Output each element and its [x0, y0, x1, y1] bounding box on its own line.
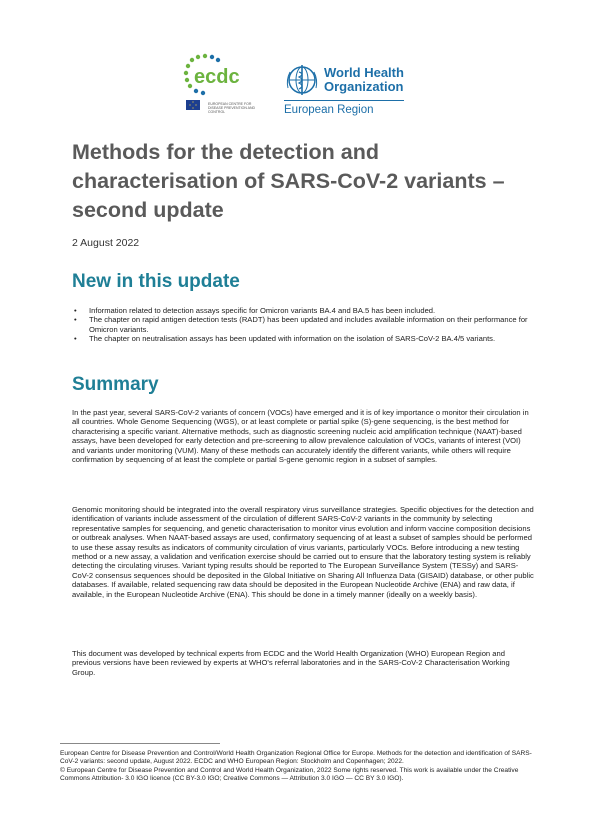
- who-logo: [284, 56, 444, 126]
- citation: European Centre for Disease Prevention and Control/World Health Organization Regional Office for Europe. Methods for the detection and identification of SARS-CoV-2 variants: second update, August 2022. ECDC and WHO European Region: Stockholm and Copenhagen; 2022.: [60, 750, 532, 766]
- who-divider: [284, 100, 404, 101]
- summary-heading: Summary: [72, 374, 159, 395]
- update-list: [72, 306, 532, 344]
- publication-date: 2 August 2022: [72, 237, 140, 249]
- document-title: Methods for the detection and characterisation of SARS-CoV-2 variants – second update: [72, 140, 505, 222]
- summary-paragraph: Genomic monitoring should be integrated into the overall respiratory virus surveillance strategies. Specific objectives for the detection and identification of variants include assessment of the circulation of different SARS-CoV-2 variants in the community by selecting representative samples for sequencing, and genetic characterisation to monitor virus evolution and inform vaccine composition decisions or outbreak analyses. When NAAT-based assays are used, confirmatory sequencing of at least a subset of samples should be performed to use these assay results as indicators of community circulation of virus variants, particularly VOCs. Before introducing a new testing method or a new assay, a validation and verification exercise should be carried out to ensure that the laboratory testing system is reliably detecting the circulating viruses. Variant typing results should be reported to The European Surveillance System (TESSy) and SARS-CoV-2 consensus sequences should be deposited in the Global Initiative on Sharing All Influenza Data (GISAID) database, or other public databases. If available, related sequencing raw data should be deposited in the European Nucleotide Archive (ENA) and raw data, if available, in the European Nucleotide Archive (ENA). This should be done in a timely manner (ideally on a weekly basis).: [72, 505, 534, 599]
- who-emblem-icon: [284, 62, 320, 98]
- list-item: • The chapter on neutralisation assays has been updated with information on the isolation of SARS-CoV-2 BA.4/5 variants.: [72, 334, 532, 343]
- who-name: World Health Organization: [324, 65, 404, 94]
- summary-paragraph: In the past year, several SARS-CoV-2 variants of concern (VOCs) have emerged and it is of key importance o monitor their circulation in all countries. Whole Genome Sequencing (WGS), or at least complete or partial spike (S)-gene sequencing, is the best method for characterising a specific variant. Alternative methods, such as diagnostic screening nucleic acid amplification technique (NAAT)-based assays, have been developed for early detection and pre-screening to allow prevalence calculation of VOCs, variants of interest (VOI) and variants under monitoring (VUM). Many of these methods can accurately identify the different variants, while others will require confirmation by sequencing of at least the complete or partial S-gene genomic region in a subset of samples.: [72, 408, 529, 465]
- logo-bar: [178, 52, 438, 127]
- who-region: European Region: [284, 104, 374, 116]
- list-item: • The chapter on rapid antigen detection tests (RADT) has been updated and includes available information on their performance for Omicron variants.: [72, 315, 532, 334]
- ecdc-logo: [178, 52, 268, 127]
- footer: [60, 750, 535, 783]
- list-item: • Information related to detection assays specific for Omicron variants BA.4 and BA.5 has been included.: [72, 306, 532, 315]
- summary-paragraph: This document was developed by technical experts from ECDC and the World Health Organization (WHO) European Region and previous versions have been reviewed by experts at WHO's referral laboratories and in the SARS-CoV-2 Characterisation Working Group.: [72, 649, 510, 677]
- ecdc-subtitle: EUROPEAN CENTRE FOR DISEASE PREVENTION AND CONTROL: [208, 102, 256, 114]
- new-in-update-heading: New in this update: [72, 271, 240, 292]
- ecdc-emblem-icon: [178, 52, 268, 127]
- footer-divider: [60, 743, 220, 744]
- svg-text:ecdc: ecdc: [194, 66, 240, 88]
- copyright: © European Centre for Disease Prevention and Control and World Health Organization, 2022 Some rights reserved. This work is available under the Creative Commons Attribution- 3.0 IGO licence (CC BY-3.0 IGO; Creative Commons — Attribution 3.0 IGO — CC BY 3.0 IGO).: [60, 766, 519, 782]
